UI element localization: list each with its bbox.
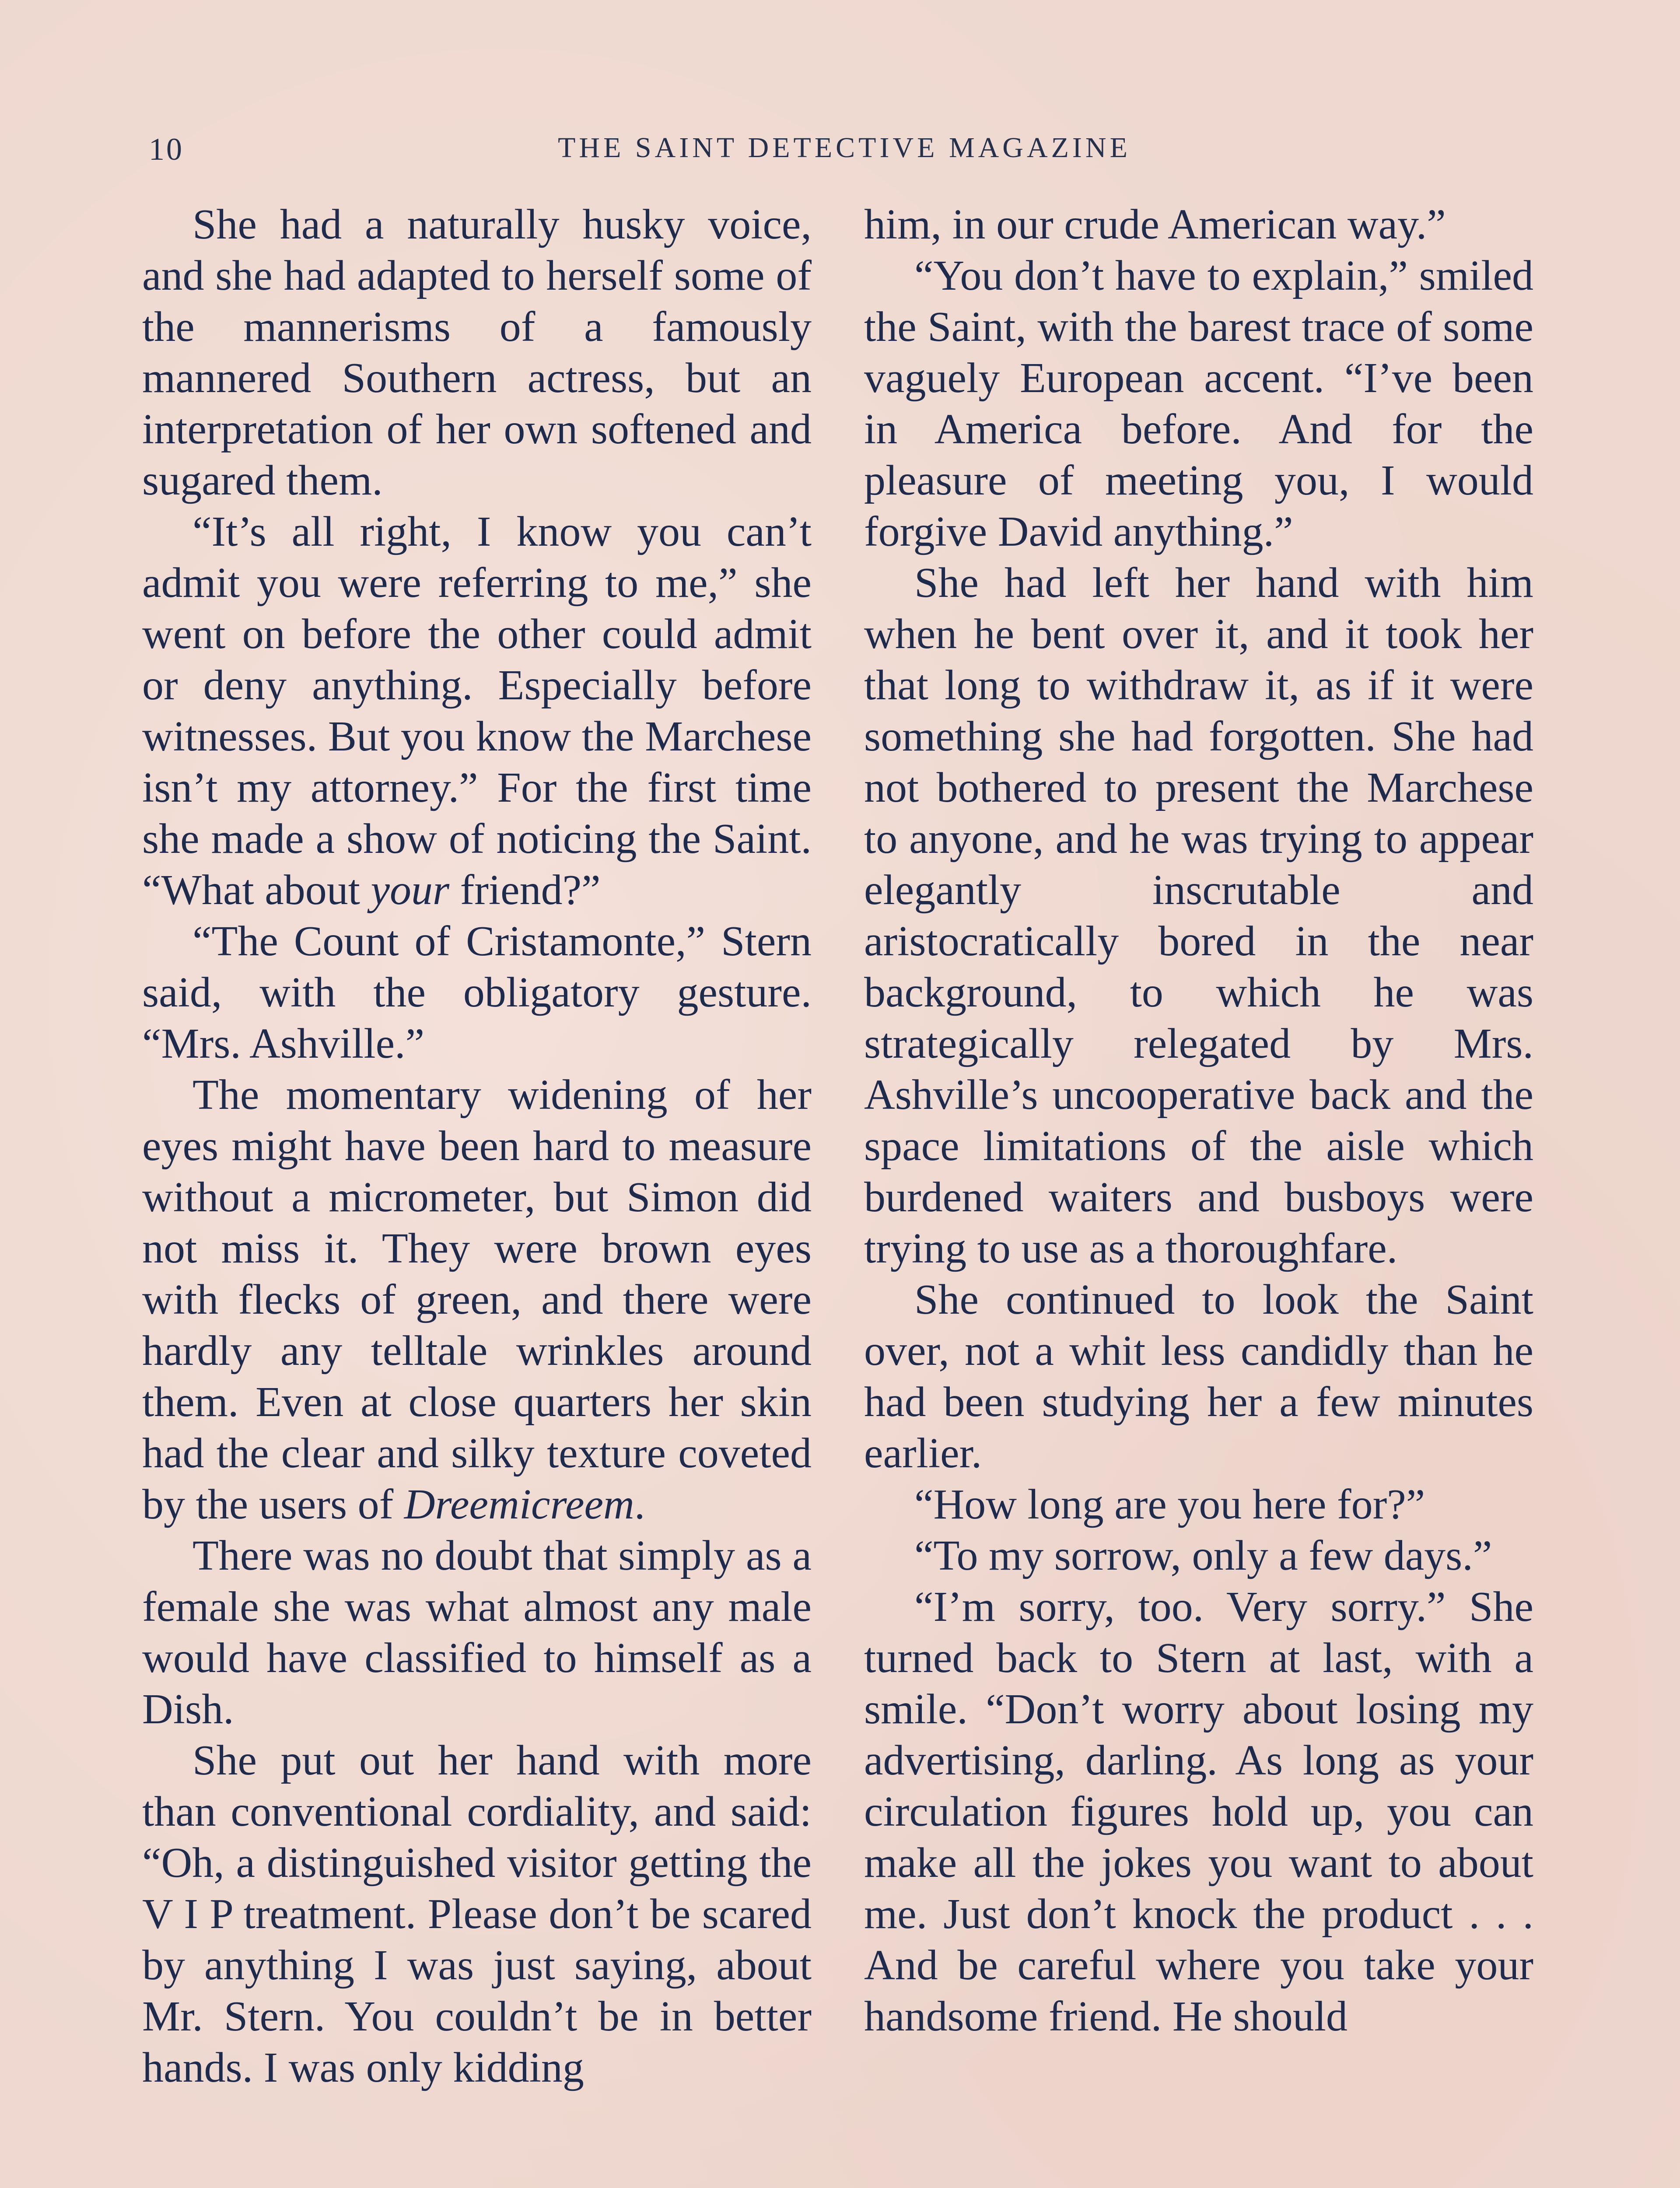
emphasis-text: your xyxy=(371,866,450,914)
magazine-title: THE SAINT DETECTIVE MAGAZINE xyxy=(558,132,1131,164)
paragraph: She put out her hand with more than conventional cordiality, and said: “Oh, a distinguished visitor getting the V I P treatment. Please don’t be scared by anything I was just saying, about Mr. Stern. You couldn’t be in better hands. I was only kidding xyxy=(142,1737,812,2091)
paragraph-text: friend?” xyxy=(449,866,601,914)
paragraph: “The Count of Cristamonte,” Stern said, with the obligatory gesture. “Mrs. Ashville.” xyxy=(142,918,812,1067)
page-number: 10 xyxy=(149,132,184,167)
paragraph: She had left her hand with him when he bent over it, and it took her that long to withdraw it, as if it were something she had forgotten. She had not bothered to present the Marchese to anyone, and he was trying to appear elegantly inscrutable and aristocratically bored in the near background, to which he was strategically relegated by Mrs. Ashville’s uncooperative back and the space limitations of the aisle which burdened waiters and busboys were trying to use as a thoroughfare. xyxy=(864,559,1533,1272)
paragraph-text: “It’s all right, I know you can’t admit you were referring to me,” she went on before the other could admit or deny anything. Especially before witnesses. But you know the Marchese isn’t my attorney.” For the first time she made a show of noticing the Saint. xyxy=(142,508,812,863)
paragraph: “To my sorrow, only a few days.” xyxy=(914,1532,1492,1579)
paragraph-text: “What about xyxy=(142,866,371,914)
running-head xyxy=(149,131,1540,179)
paragraph: “You don’t have to explain,” smiled the Saint, with the barest trace of some vaguely European accent. “I’ve been in America before. And for the pleasure of meeting you, I would forgive David anything.” xyxy=(864,252,1533,555)
paragraph: “How long are you here for?” xyxy=(914,1481,1425,1528)
emphasis-text: Dreemicreem xyxy=(404,1481,634,1528)
right-column xyxy=(864,199,1533,2042)
paragraph xyxy=(142,506,812,916)
paragraph-text: The momentary widening of her eyes might have been hard to measure without a micrometer, but Simon did not miss it. They were brown eyes with flecks of green, and there were hardly any telltale wrinkles around them. Even at close quarters her skin had the clear and silky texture coveted by the users of xyxy=(142,1071,812,1528)
paragraph: She had a naturally husky voice, and she had adapted to herself some of the mannerisms of a famously mannered Southern actress, but an interpretation of her own softened and sugared them. xyxy=(142,201,812,504)
paragraph-continued: him, in our crude American way.” xyxy=(864,201,1446,248)
paragraph: There was no doubt that simply as a female she was what almost any male would have classified to himself as a Dish. xyxy=(142,1532,812,1733)
paragraph-text: . xyxy=(634,1481,645,1528)
paragraph xyxy=(142,1069,812,1530)
paragraph: She continued to look the Saint over, not a whit less candidly than he had been studying her a few minutes earlier. xyxy=(864,1276,1533,1477)
paragraph: “I’m sorry, too. Very sorry.” She turned back to Stern at last, with a smile. “Don’t worry about losing my advertising, darling. As long as your circulation figures hold up, you can make all the jokes you want to about me. Just don’t knock the product . . . And be careful where you take your handsome friend. He should xyxy=(864,1583,1533,2040)
left-column xyxy=(142,199,812,2093)
